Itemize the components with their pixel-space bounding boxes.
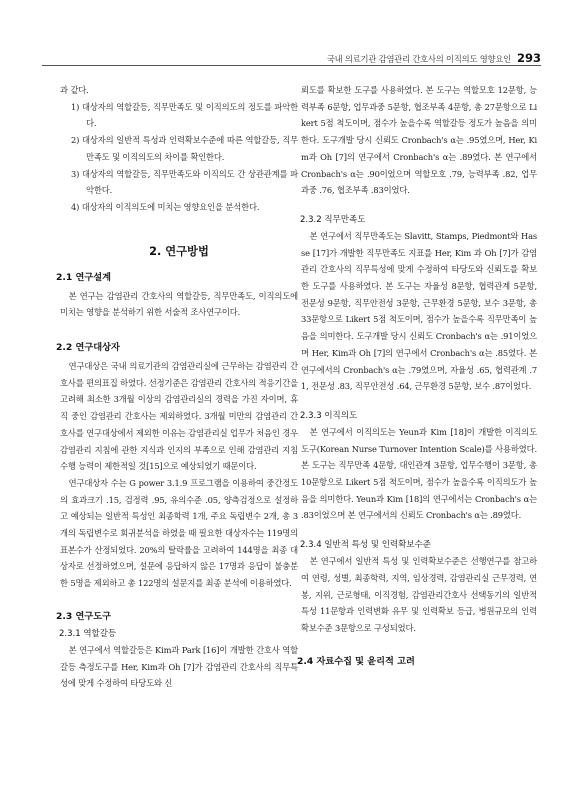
page-number: 293 xyxy=(516,51,541,65)
running-title: 국내 의료기관 감염관리 간호사의 이직의도 영향요인 xyxy=(326,54,511,64)
running-header xyxy=(42,47,541,66)
section-2-3-4-text: 본 연구에서 일반적 특성 및 인력확보수준은 선행연구를 참고하여 연령, 성별, 최종학력, 지역, 임상경력, 감염관리실 근무경력, 연봉, 지위, 근로형태, 이직경험, 감염관리간호사 선택동기의 일반적 특성 11문항과 인력변화 유무 및 인력확보 등급, 병원규모의 인력확보수준 3문항으로 구성되었다. xyxy=(301,556,537,633)
section-2-2-text-1: 연구대상은 국내 의료기관의 감염관리실에 근무하는 감염관리 간호사를 편의표집 하였다. 선정기준은 감염관리 간호사의 적응기간을 고려해 최소한 3개월 이상의 감염관리실의 경력을 가진 자이며, 휴직 중인 감염관리 간호사는 제외하였다. 3개월 미만의 감염관리 간호사를 연구대상에서 제외한 이유는 감염관리실 업무가 처음인 경우 감염관리 지침에 관한 지식과 인지의 부족으로 인해 감염관리 지침 수행 능력이 제한적일 것[15]으로 예상되었기 때문이다. xyxy=(60,361,298,472)
aim-item: 1) 대상자의 역할갈등, 직무만족도 및 이직의도의 정도를 파악한다. xyxy=(71,101,298,129)
section-2-1-text: 본 연구는 감염관리 간호사의 역할갈등, 직무만족도, 이직의도에 미치는 영향을 분석하기 위한 서술적 조사연구이다. xyxy=(60,290,298,318)
section-2-3-1-text: 본 연구에서 역할갈등은 Kim과 Park [16]이 개발한 간호사 역할갈등 측정도구를 Her, Kim과 Oh [7]가 감염관리 간호사의 직무특성에 맞게 수정하여 타당도와 신 xyxy=(60,644,298,689)
aim-item: 2) 대상자의 일반적 특성과 인력확보수준에 따른 역할갈등, 직무만족도 및 이직의도의 차이를 확인한다. xyxy=(71,135,298,162)
section-2-3-1-continued-text: 뢰도를 확보한 도구를 사용하였다. 본 도구는 역할모호 12문항, 능력부족 6문항, 업무과중 5문항, 협조부족 4문항, 총 27문항으로 Likert 5점 척도이며, 점수가 높을수록 역할갈등 정도가 높음을 의미한다. 도구개발 당시 신뢰도 Cronbach's α는 .95였으며, Her, Kim과 Oh [7]의 연구에서 Cronbach's α는 .89였다. 본 연구에서 Cronbach's α는 .90이었으며 역할모호 .79, 능력부족 .82, 업무과중 .76, 협조부족 .83이었다. xyxy=(301,85,537,196)
section-2-3-4-title: 2.3.4 일반적 특성 및 인력확보수준 xyxy=(300,540,431,551)
section-2-title: 2. 연구방법 xyxy=(149,244,209,258)
intro-text: 과 같다. xyxy=(60,85,89,95)
aim-item: 4) 대상자의 이직의도에 미치는 영향요인을 분석한다. xyxy=(71,201,260,212)
section-2-3-title: 2.3 연구도구 xyxy=(56,610,111,622)
section-2-2-text-2: 연구대상자 수는 G power 3.1.9 프로그램을 이용하여 중간정도의 효과크기 .15, 검정력 .95, 유의수준 .05, 양측검정으로 설정하고 예상되는 일반적 특성인 최종학력 1개, 주요 독립변수 2개, 총 3개의 독립변수로 회귀분석을 하였을 때 필요한 대상자수는 119명의 표본수가 산정되었다. 20%의 탈락률을 고려하여 144명을 최종 대상자로 선정하였으며, 설문에 응답하지 않은 17명과 응답이 불충분한 5명을 제외하고 총 122명의 설문지를 최종 분석에 이용하였다. xyxy=(60,477,298,589)
section-2-3-1-title: 2.3.1 역할갈등 xyxy=(59,628,117,639)
section-2-4-title: 2.4 자료수집 및 윤리적 고려 xyxy=(297,655,415,667)
section-2-3-2-text: 본 연구에서 직무만족도는 Slavitt, Stamps, Piedmont와 Hasse [17]가 개발한 직무만족도 지표를 Her, Kim 과 Oh [7]가 감염관리 간호사의 직무특성에 맞게 수정하여 타당도와 신뢰도를 확보한 도구를 사용하였다. 본 도구는 자율성 8문항, 협력관계 5문항, 전문성 9문항, 직무안전성 3문항, 근무환경 5문항, 보수 3문항, 총 33문항으로 Likert 5점 척도이며, 점수가 높을수록 직무만족이 높음을 의미한다. 도구개발 당시 신뢰도 Cronbach's α는 .91이었으며 Her, Kim과 Oh [7]의 연구에서 Cronbach's α는 .85였다. 본 연구에서의 Cronbach's α는 .79였으며, 자율성 .65, 협력관계 .71, 전문성 .83, 직무안전성 .64, 근무환경 5문항, 보수 .87이었다. xyxy=(301,230,537,392)
right-column xyxy=(297,82,537,672)
research-aims-list xyxy=(60,99,298,216)
section-2-3-3-text: 본 연구에서 이직의도는 Yeun과 Kim [18]이 개발한 이직의도 도구(Korean Nurse Turnover Intention Scale)를 사용하였다. 본 도구는 직무만족 4문항, 대인관계 3문항, 업무수행이 3문항, 총 10문항으로 Likert 5점 척도이며, 점수가 높을수록 이직의도가 높음을 의미한다. Yeun과 Kim [18]의 연구에서는 Cronbach's α는 .83이었으며 본 연구에서의 신뢰도 Cronbach's α는 .89였다. xyxy=(301,426,537,521)
aim-item: 3) 대상자의 역할갈등, 직무만족도와 이직의도 간 상관관계를 파악한다. xyxy=(71,168,298,196)
section-2-3-3-title: 2.3.3 이직의도 xyxy=(300,410,358,421)
section-2-1-title: 2.1 연구설계 xyxy=(56,271,111,283)
left-column xyxy=(56,82,298,692)
section-2-2-title: 2.2 연구대상자 xyxy=(56,342,120,354)
section-2-3-2-title: 2.3.2 직무만족도 xyxy=(300,214,366,225)
